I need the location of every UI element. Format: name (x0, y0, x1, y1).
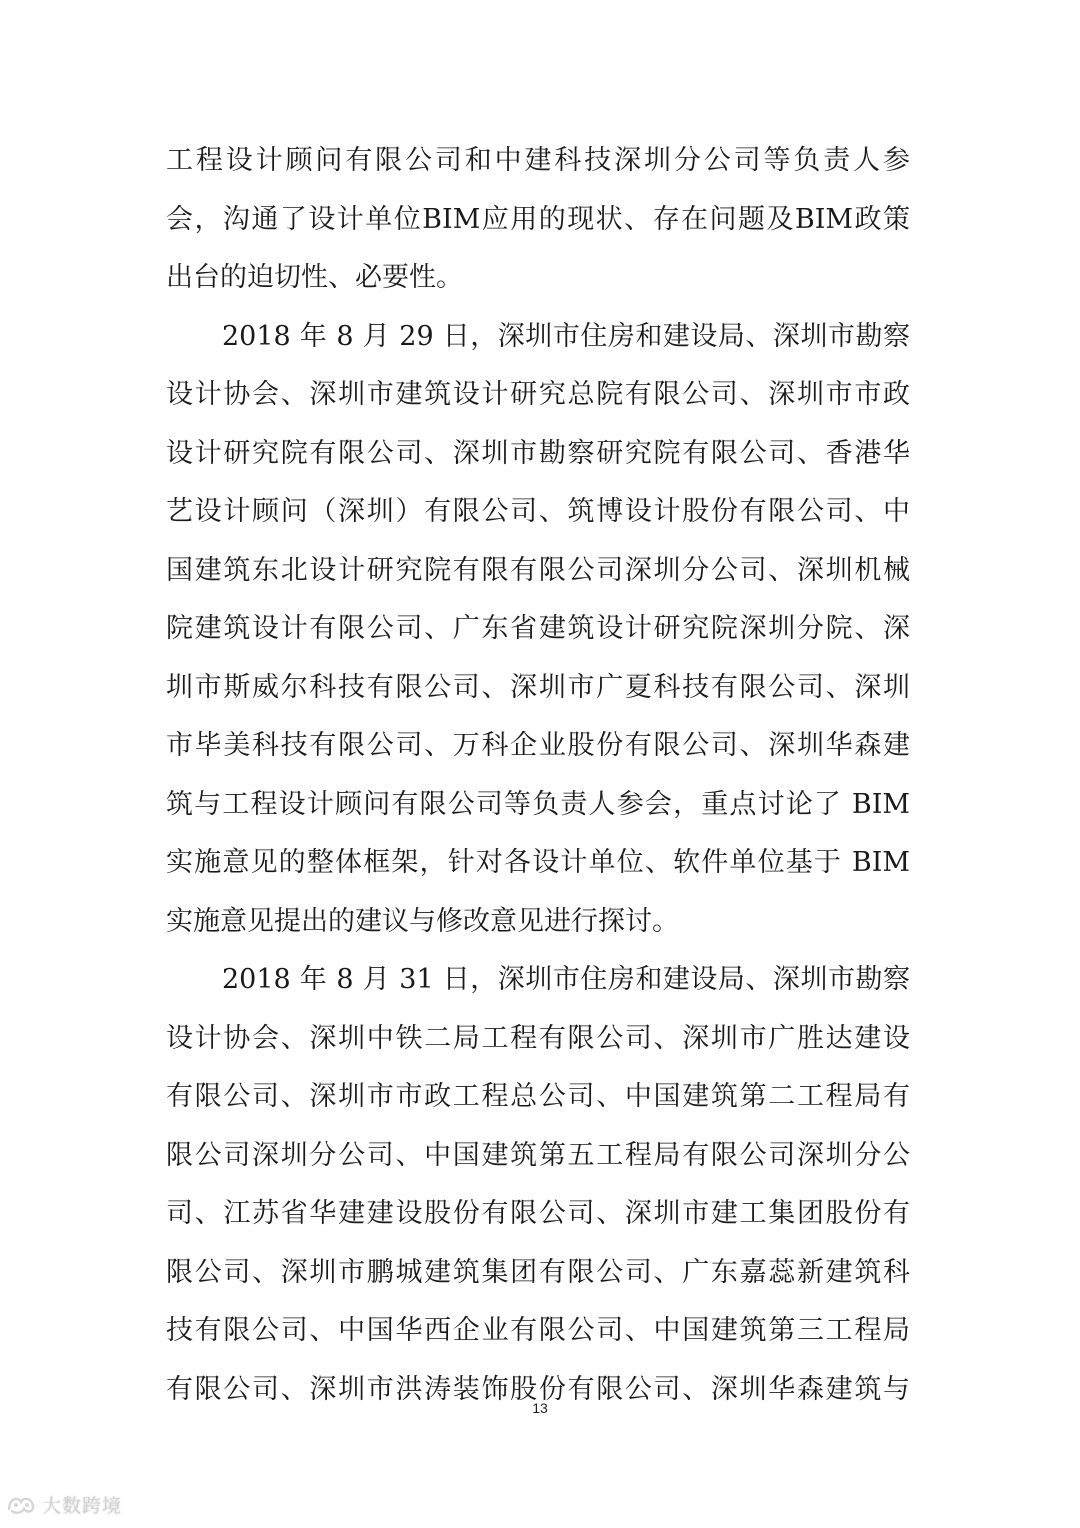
text-line: 2018 年 8 月 31 日，深圳市住房和建设局、深圳市勘察 (222, 964, 910, 995)
text-line: 限公司、深圳市鹏城建筑集团有限公司、广东嘉蕊新建筑科 (166, 1256, 910, 1288)
text-line: 实施意见提出的建议与修改意见进行探讨。 (166, 905, 679, 937)
document-body (166, 132, 910, 1419)
text-line: 实施意见的整体框架，针对各设计单位、软件单位基于 BIM (166, 847, 910, 878)
text-line: 设计协会、深圳中铁二局工程有限公司、深圳市广胜达建设 (166, 1022, 910, 1054)
text-line: 技有限公司、中国华西企业有限公司、中国建筑第三工程局 (166, 1315, 910, 1346)
text-line: 出台的迫切性、必要性。 (166, 262, 463, 293)
text-line: 设计协会、深圳市建筑设计研究总院有限公司、深圳市市政 (166, 379, 910, 410)
text-line: 司、江苏省华建建设股份有限公司、深圳市建工集团股份有 (166, 1198, 910, 1229)
watermark-text: 大数跨境 (42, 1494, 123, 1517)
text-line: 院建筑设计有限公司、广东省建筑设计研究院深圳分院、深 (166, 613, 910, 644)
watermark-logo-icon (6, 1493, 36, 1515)
text-line: 艺设计顾问（深圳）有限公司、筑博设计股份有限公司、中 (166, 496, 910, 527)
text-line: 有限公司、深圳市洪涛装饰股份有限公司、深圳华森建筑与 (166, 1373, 910, 1405)
page-number: 13 (532, 1400, 548, 1416)
text-line: 设计研究院有限公司、深圳市勘察研究院有限公司、香港华 (166, 437, 910, 469)
text-line: 2018 年 8 月 29 日，深圳市住房和建设局、深圳市勘察 (222, 320, 910, 352)
text-line: 有限公司、深圳市市政工程总公司、中国建筑第二工程局有 (166, 1081, 910, 1112)
text-line: 会，沟通了设计单位BIM应用的现状、存在问题及BIM政策 (166, 203, 910, 235)
text-line: 国建筑东北设计研究院有限有限公司深圳分公司、深圳机械 (166, 554, 910, 586)
watermark (6, 1490, 122, 1518)
text-line: 限公司深圳分公司、中国建筑第五工程局有限公司深圳分公 (166, 1139, 910, 1171)
text-line: 筑与工程设计顾问有限公司等负责人参会，重点讨论了 BIM (166, 788, 910, 820)
text-line: 圳市斯威尔科技有限公司、深圳市广夏科技有限公司、深圳 (166, 671, 910, 703)
text-line: 工程设计顾问有限公司和中建科技深圳分公司等负责人参 (166, 145, 910, 176)
text-line: 市毕美科技有限公司、万科企业股份有限公司、深圳华森建 (166, 730, 910, 761)
